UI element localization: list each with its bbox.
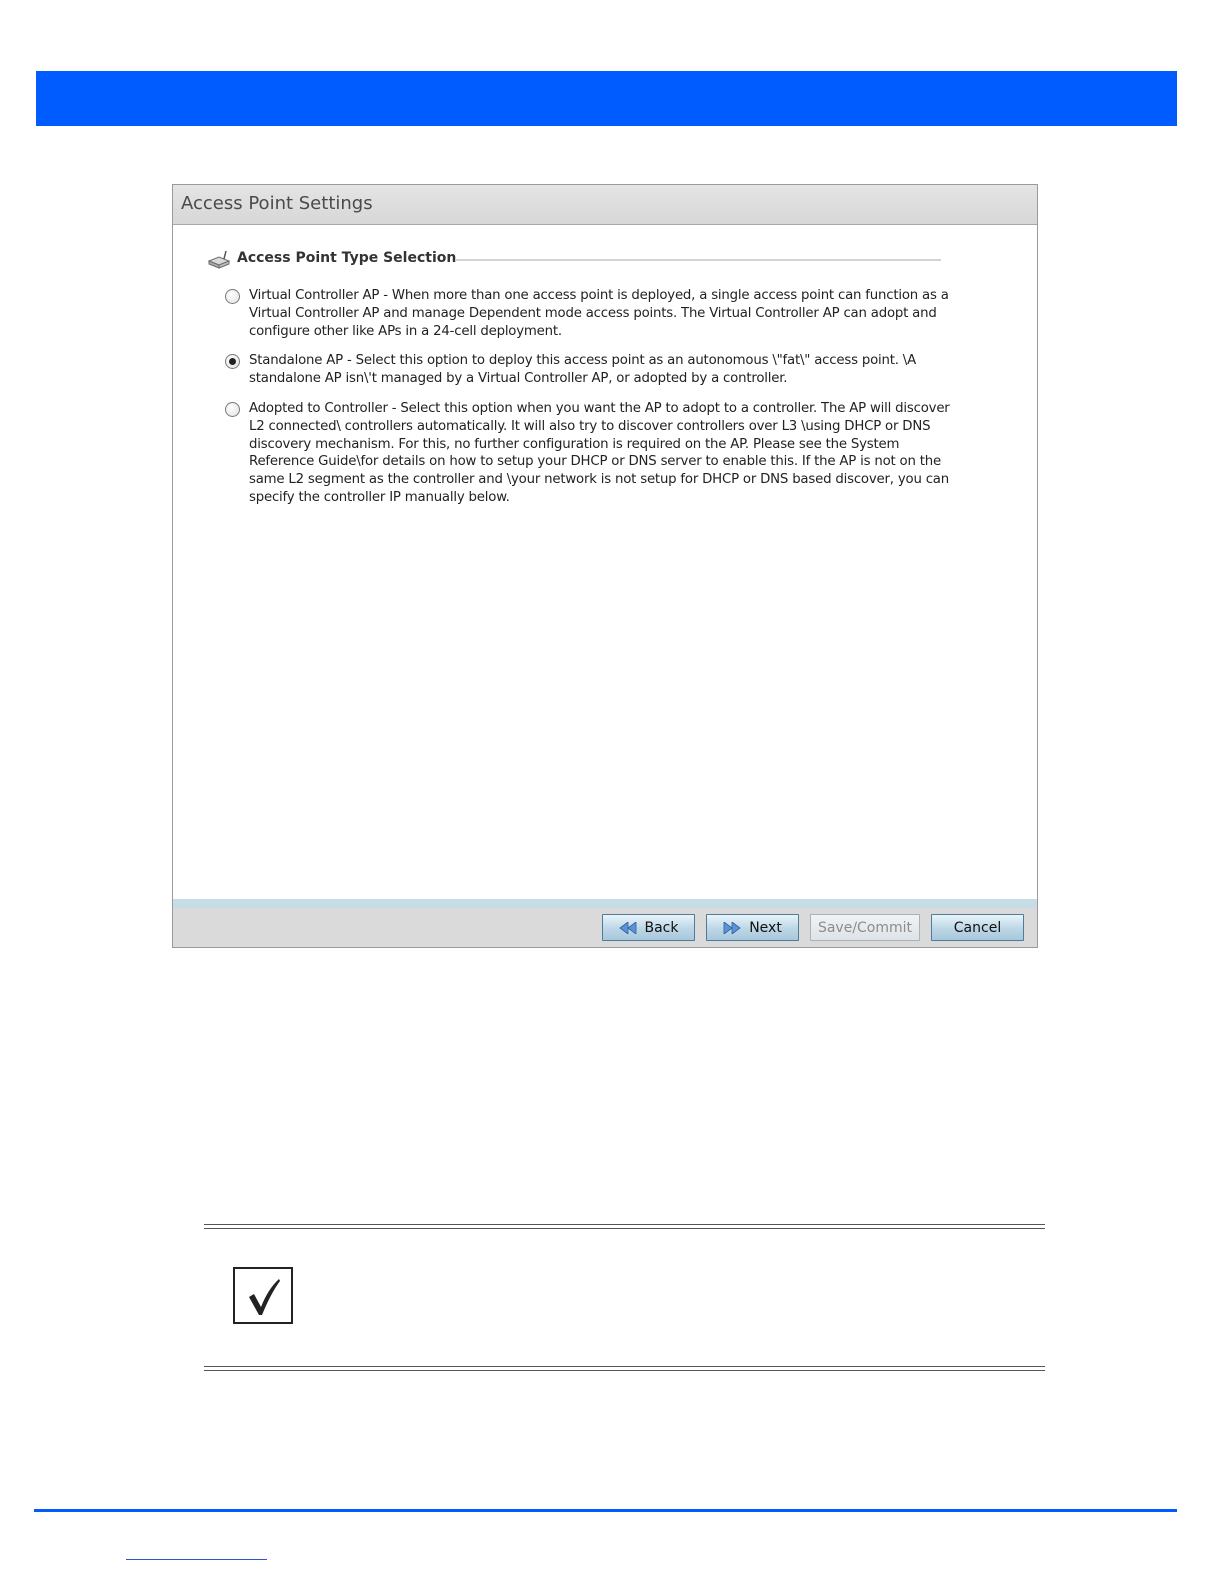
- save-commit-button[interactable]: [810, 914, 920, 941]
- next-button-label: Next: [749, 919, 782, 936]
- section-divider: [455, 259, 941, 261]
- dialog-header: [173, 185, 1037, 225]
- section-title: Access Point Type Selection: [237, 250, 457, 266]
- back-button[interactable]: [602, 914, 695, 941]
- note-top-rule: [204, 1224, 1045, 1225]
- checkmark-icon: [233, 1267, 293, 1324]
- note-bottom-rule: [204, 1366, 1045, 1367]
- option-label: Adopted to Controller - Select this option when you want the AP to adopt to a controller. The AP will discover L2 connected\ controllers automatically. It will also try to discover controllers over L3 \using DHCP or DNS discovery mechanism. For this, no further configuration is required on the AP. Please see the System Reference Guide\for details on how to setup your DHCP or DNS server to enable this. If the AP is not on the same L2 segment as the controller and \your network is not setup for DHCP or DNS based discover, you can specify the controller IP manually below.: [249, 401, 950, 505]
- save-commit-button-label: Save/Commit: [817, 919, 913, 936]
- rewind-icon: [619, 922, 637, 934]
- option-label: Virtual Controller AP - When more than one access point is deployed, a single access point can function as a Virtual Controller AP and manage Dependent mode access points. The Virtual Controller AP can adopt and configure other like APs in a 24-cell deployment.: [249, 288, 949, 339]
- dialog-title: Access Point Settings: [181, 193, 373, 214]
- access-point-settings-dialog: [172, 184, 1038, 948]
- page-header-banner: [36, 71, 1177, 126]
- cancel-button[interactable]: [931, 914, 1024, 941]
- dialog-footer: [173, 899, 1037, 947]
- access-point-icon: [207, 249, 231, 269]
- page-footer-rule: [34, 1509, 1177, 1512]
- radio-adopted-to-controller[interactable]: [225, 402, 240, 417]
- note-bottom-rule: [204, 1370, 1045, 1371]
- note-top-rule: [204, 1228, 1045, 1229]
- next-button[interactable]: [706, 914, 799, 941]
- option-label: Standalone AP - Select this option to deploy this access point as an autonomous \"fat\" access point. \A standalone AP isn\'t managed by a Virtual Controller AP, or adopted by a controller.: [249, 353, 916, 386]
- radio-virtual-controller-ap[interactable]: [225, 289, 240, 304]
- cancel-button-label: Cancel: [953, 919, 1002, 936]
- back-button-label: Back: [644, 919, 679, 936]
- radio-standalone-ap[interactable]: [225, 354, 240, 369]
- fast-forward-icon: [723, 922, 741, 934]
- footer-link-underline: [126, 1559, 267, 1560]
- access-point-type-section: [207, 249, 943, 269]
